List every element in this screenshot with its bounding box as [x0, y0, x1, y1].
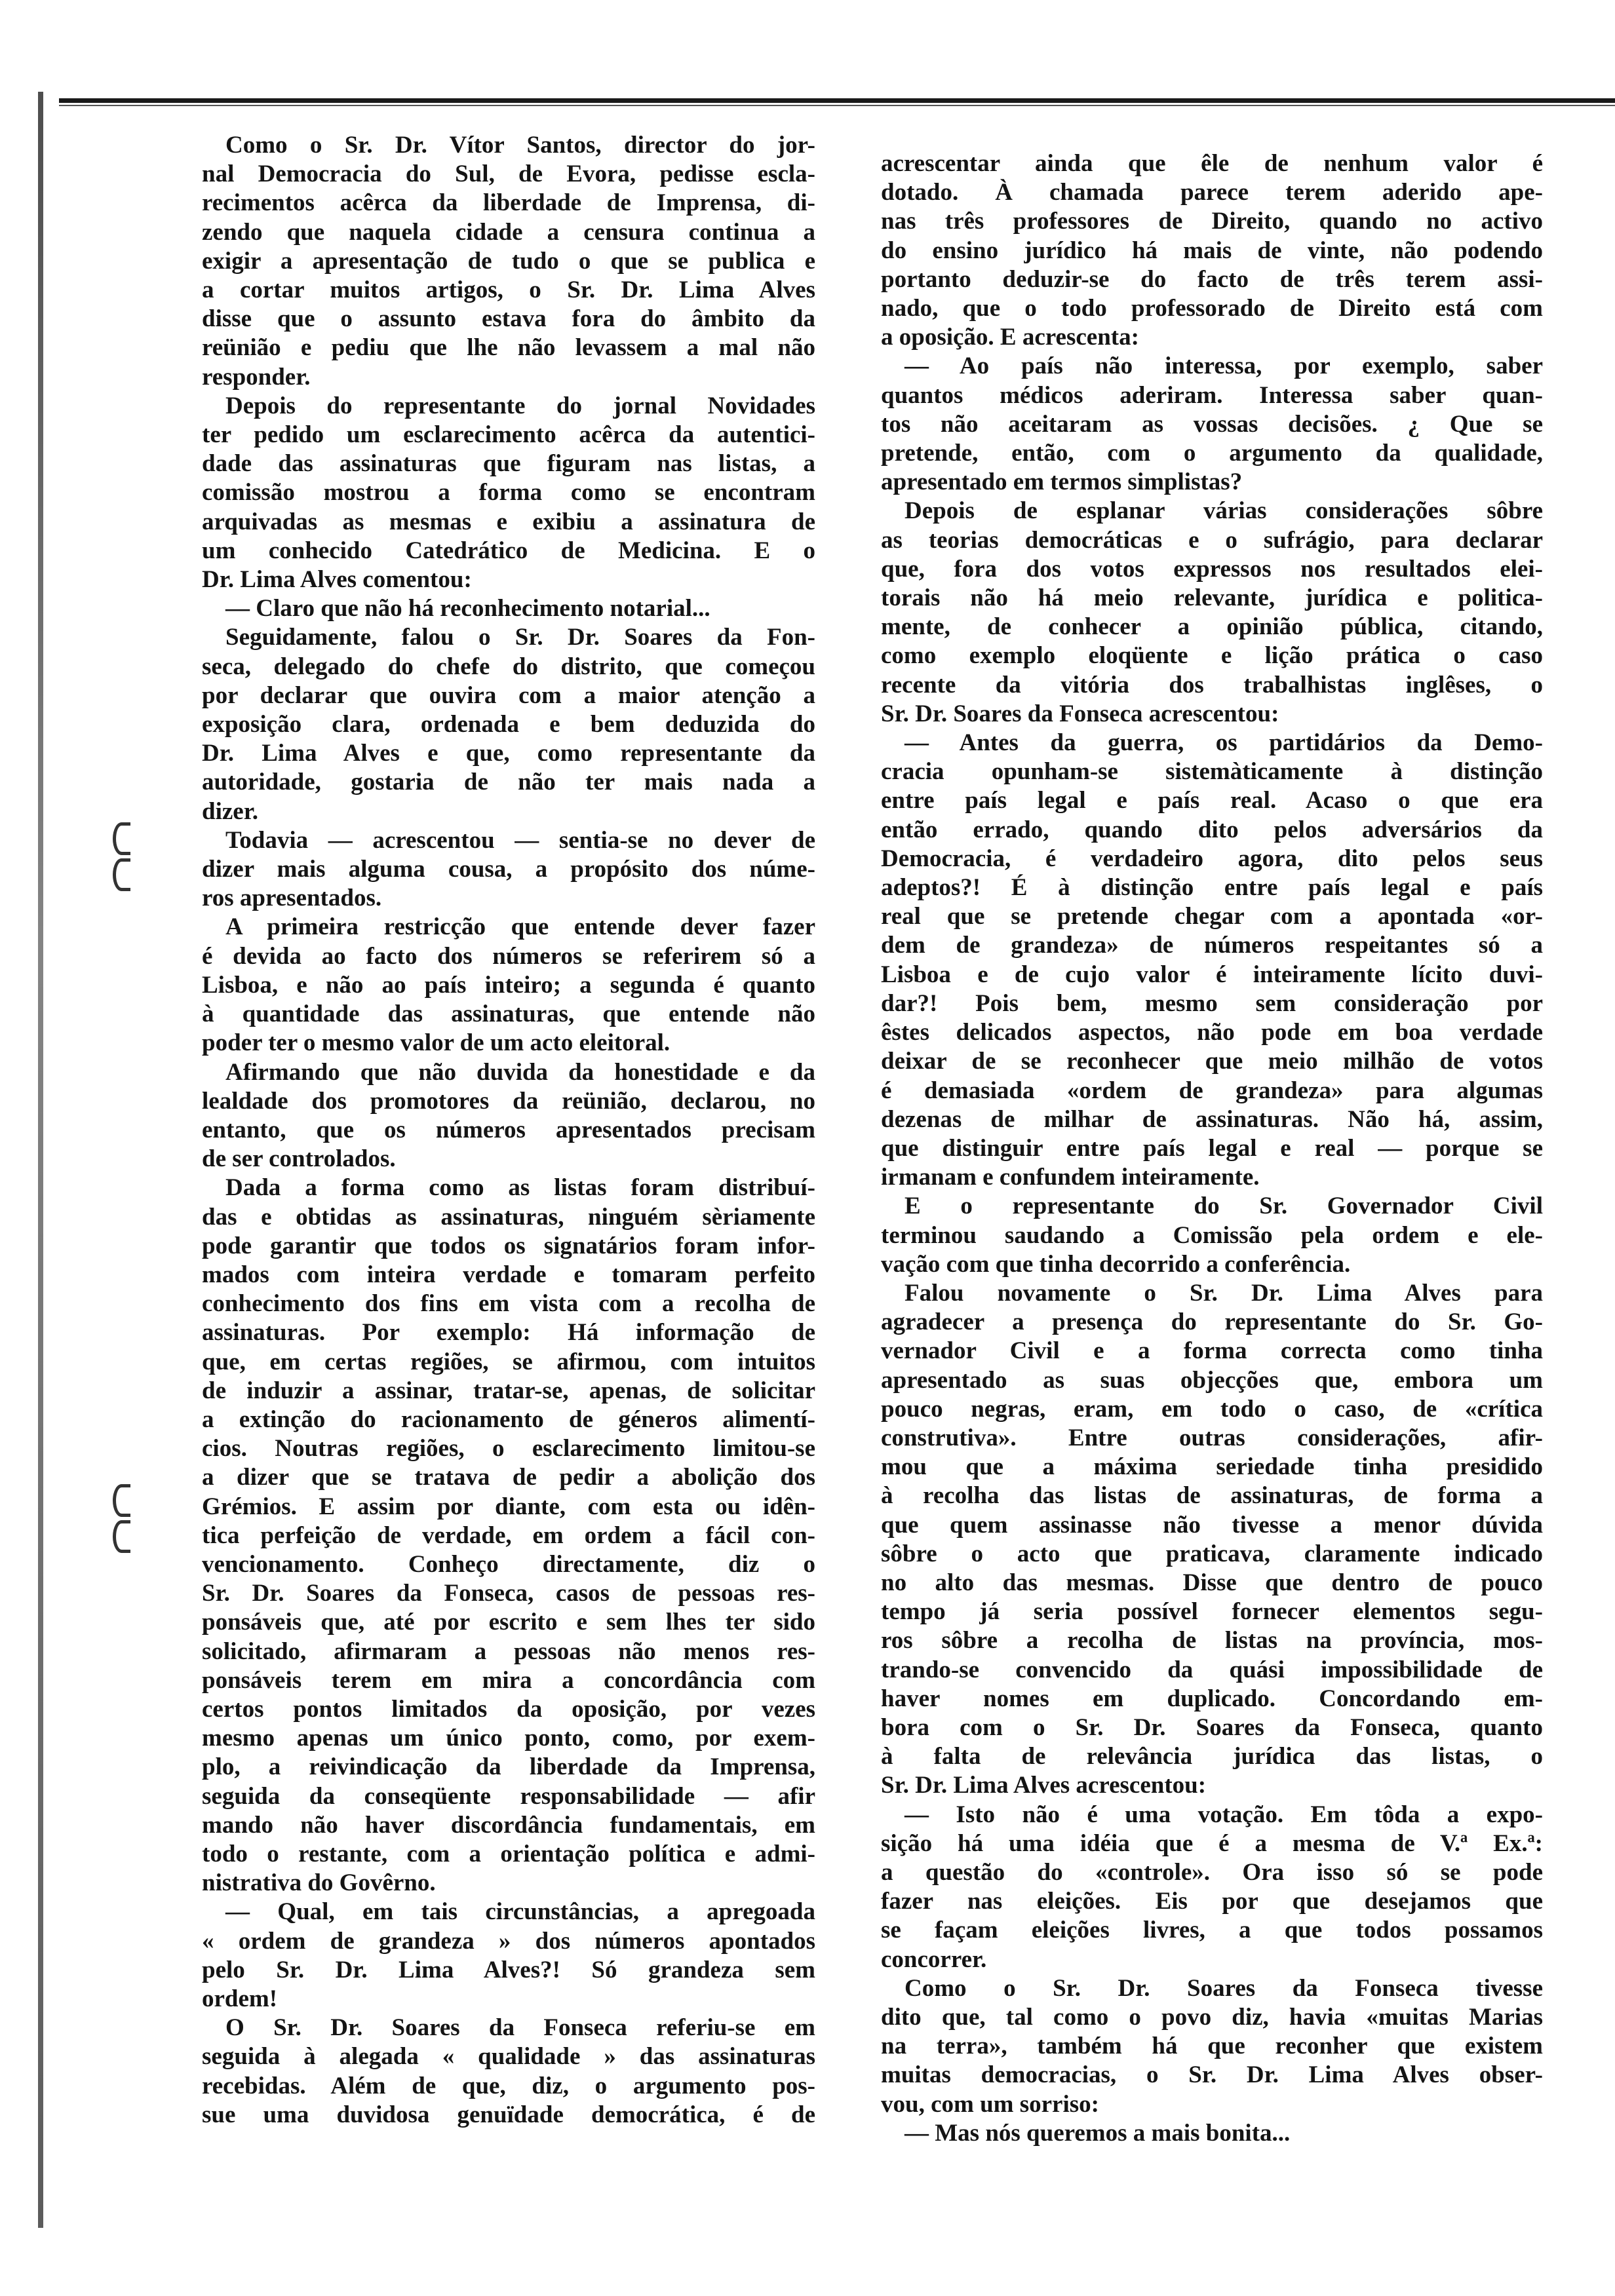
text-line: de ser controlados.: [202, 1145, 396, 1173]
binding-hole-mark: [113, 1484, 130, 1517]
text-line: a extinção do racionamento de géneros alimentí-: [202, 1406, 815, 1433]
paragraph: [202, 594, 815, 623]
text-line: a questão do «controle». Ora isso só se pode: [881, 1858, 1543, 1886]
binding-hole-mark: [113, 822, 130, 855]
text-column-right: [881, 149, 1543, 2148]
text-line: E o representante do Sr. Governador Civil: [905, 1193, 1543, 1220]
text-line: Seguidamente, falou o Sr. Dr. Soares da Fon-: [225, 624, 815, 651]
paragraph: [202, 1058, 815, 1174]
text-line: ordem!: [202, 1985, 278, 2012]
text-line: apresentado as suas objecções que, embora um: [881, 1366, 1543, 1394]
paragraph: [881, 2119, 1543, 2148]
text-line: — Antes da guerra, os partidários da Demo-: [905, 729, 1543, 757]
text-line: muitas democracias, o Sr. Dr. Lima Alves obser-: [881, 2061, 1543, 2089]
text-line: agradecer a presença do representante do Sr. Go-: [881, 1309, 1543, 1336]
text-line: reünião e pediu que lhe não levassem a mal não: [202, 334, 815, 362]
text-line: fazer nas eleições. Eis por que desejamos que: [881, 1888, 1543, 1915]
text-line: entre país legal e país real. Acaso o que era: [881, 787, 1543, 814]
text-line: solicitado, afirmaram a pessoas não menos res-: [202, 1637, 815, 1665]
text-line: irmanam e confundem inteiramente.: [881, 1164, 1260, 1191]
text-line: é demasiada «ordem de grandeza» para algumas: [881, 1077, 1543, 1104]
text-line: a cortar muitos artigos, o Sr. Dr. Lima Alves: [202, 277, 815, 304]
text-line: ros apresentados.: [202, 885, 382, 912]
text-line: Sr. Dr. Soares da Fonseca, casos de pessoas res-: [202, 1580, 815, 1607]
text-line: — Ao país não interessa, por exemplo, saber: [905, 353, 1543, 380]
text-line: de induzir a assinar, tratar-se, apenas, de solicitar: [202, 1377, 815, 1404]
paragraph: [202, 2014, 815, 2130]
binding-hole-mark: [113, 1520, 130, 1553]
text-line: que, em certas regiões, se afirmou, com intuitos: [202, 1348, 815, 1375]
text-line: como exemplo eloqüente e lição prática o caso: [881, 642, 1543, 670]
text-line: vou, com um sorriso:: [881, 2090, 1099, 2118]
text-line: adeptos?! É à distinção entre país legal e país: [881, 874, 1543, 902]
text-line: nado, que o todo professorado de Direito está com: [881, 295, 1543, 322]
text-line: a dizer que se tratava de pedir a abolição dos: [202, 1464, 815, 1491]
text-line: dito que, tal como o povo diz, havia «muitas Marias: [881, 2004, 1543, 2031]
text-line: tempo já seria possível fornecer elementos segu-: [881, 1598, 1543, 1626]
text-line: Democracia, é verdadeiro agora, dito pelos seus: [881, 845, 1543, 872]
text-line: bora com o Sr. Dr. Soares da Fonseca, quanto: [881, 1713, 1543, 1741]
text-line: concorrer.: [881, 1945, 987, 1973]
text-line: ros sôbre a recolha de listas na província, mos-: [881, 1627, 1543, 1655]
text-line: cracia opunham-se sistemàticamente à distinção: [881, 758, 1543, 786]
text-line: recimentos acêrca da liberdade de Imprensa, di-: [202, 189, 815, 217]
paragraph: [202, 1174, 815, 1898]
paragraph: [881, 1974, 1543, 2119]
text-line: poder ter o mesmo valor de um acto eleitoral.: [202, 1029, 671, 1057]
paragraph: [202, 392, 815, 594]
text-line: sue uma duvidosa genuïdade democrática, é de: [202, 2101, 815, 2128]
text-line: mando não haver discordância fundamentais, em: [202, 1811, 815, 1839]
header-rule-thin: [59, 105, 1615, 106]
text-line: então errado, quando dito pelos adversários da: [881, 816, 1543, 843]
text-line: O Sr. Dr. Soares da Fonseca referiu-se em: [225, 2014, 815, 2042]
text-line: por declarar que ouvira com a maior atenção a: [202, 681, 815, 709]
paragraph: [881, 352, 1543, 497]
text-line: sição há uma idéia que é a mesma de V.ª Ex.ª:: [881, 1829, 1543, 1857]
text-line: mente, de conhecer a opinião pública, citando,: [881, 613, 1543, 641]
text-line: vernador Civil e a forma correcta como tinha: [881, 1337, 1543, 1365]
text-line: à falta de relevância jurídica das listas, o: [881, 1743, 1543, 1770]
text-line: pode garantir que todos os signatários foram infor-: [202, 1232, 815, 1259]
text-line: Todavia — acrescentou — sentia-se no dever de: [225, 826, 815, 854]
text-line: do ensino jurídico há mais de vinte, não podendo: [881, 237, 1543, 264]
text-line: um conhecido Catedrático de Medicina. E o: [202, 537, 815, 564]
text-line: zendo que naquela cidade a censura continua a: [202, 218, 815, 246]
text-line: que distinguir entre país legal e real — porque se: [881, 1134, 1543, 1162]
text-line: certos pontos limitados da oposição, por vezes: [202, 1695, 815, 1723]
text-line: vencionamento. Conheço directamente, diz o: [202, 1550, 815, 1578]
text-line: dizer.: [202, 797, 258, 825]
text-line: assinaturas. Por exemplo: Há informação de: [202, 1319, 815, 1347]
text-line: comissão mostrou a forma como se encontram: [202, 479, 815, 507]
text-line: entanto, que os números apresentados precisam: [202, 1116, 815, 1143]
text-line: dade das assinaturas que figuram nas listas, a: [202, 450, 815, 478]
text-line: conhecimento dos fins em vista com a recolha de: [202, 1290, 815, 1318]
text-line: — Claro que não há reconhecimento notarial...: [225, 595, 710, 622]
text-line: haver nomes em duplicado. Concordando em-: [881, 1685, 1543, 1712]
paragraph: [202, 913, 815, 1058]
paragraph: [881, 1279, 1543, 1801]
text-line: cios. Noutras regiões, o esclarecimento limitou-se: [202, 1435, 815, 1463]
text-column-left: [202, 131, 815, 2130]
text-line: seca, delegado do chefe do distrito, que começou: [202, 653, 815, 680]
binding-hole-mark: [113, 858, 130, 891]
text-line: quantos médicos aderiram. Interessa saber quan-: [881, 381, 1543, 409]
text-line: Depois do representante do jornal Novidades: [225, 392, 815, 419]
text-line: dezenas de milhar de assinaturas. Não há, assim,: [881, 1105, 1543, 1133]
paragraph: [881, 497, 1543, 729]
text-line: portanto deduzir-se do facto de três terem assi-: [881, 265, 1543, 293]
text-line: Lisboa e de cujo valor é inteiramente lícito duvi-: [881, 961, 1543, 988]
text-line: pretende, então, com o argumento da qualidade,: [881, 440, 1543, 467]
text-line: apresentado em termos simplistas?: [881, 469, 1243, 496]
paragraph: [881, 1192, 1543, 1279]
text-line: ter pedido um esclarecimento acêrca da autentici-: [202, 421, 815, 449]
text-line: recente da vitória dos trabalhistas inglêses, o: [881, 671, 1543, 698]
scan-page-edge: [38, 92, 43, 2228]
text-line: Como o Sr. Dr. Vítor Santos, director do jor-: [225, 132, 815, 159]
text-line: trando-se convencido da quási impossibilidade de: [881, 1656, 1543, 1683]
text-line: Depois de esplanar várias considerações sôbre: [905, 497, 1543, 525]
text-line: acrescentar ainda que êle de nenhum valor é: [881, 150, 1543, 177]
header-rule: [59, 98, 1615, 103]
text-line: exposição clara, ordenada e bem deduzida do: [202, 711, 815, 738]
text-line: — Mas nós queremos a mais bonita...: [905, 2119, 1291, 2147]
text-line: seguida à alegada « qualidade » das assinaturas: [202, 2043, 815, 2071]
text-line: à quantidade das assinaturas, que entende não: [202, 1001, 815, 1028]
text-line: se façam eleições livres, a que todos possamos: [881, 1917, 1543, 1944]
text-line: construtiva». Entre outras considerações, afir-: [881, 1424, 1543, 1451]
text-line: Dr. Lima Alves e que, como representante da: [202, 740, 815, 767]
text-line: que quem assinasse não tivesse a menor dúvida: [881, 1511, 1543, 1539]
text-line: as teorias democráticas e o sufrágio, para declarar: [881, 526, 1543, 554]
text-line: à recolha das listas de assinaturas, de forma a: [881, 1482, 1543, 1510]
text-line: nistrativa do Govêrno.: [202, 1869, 436, 1897]
text-line: ponsáveis que, até por escrito e sem lhes ter sido: [202, 1609, 815, 1636]
text-line: tica perfeição de verdade, em ordem a fácil con-: [202, 1521, 815, 1549]
text-line: Sr. Dr. Lima Alves acrescentou:: [881, 1772, 1207, 1799]
text-line: responder.: [202, 363, 311, 391]
text-line: — Qual, em tais circunstâncias, a apregoada: [225, 1898, 815, 1926]
text-line: das e obtidas as assinaturas, ninguém sèriamente: [202, 1203, 815, 1231]
text-line: tos não aceitaram as vossas decisões. ¿ Que se: [881, 410, 1543, 438]
text-line: êstes delicados aspectos, não pode em boa verdade: [881, 1019, 1543, 1046]
text-line: no alto das mesmas. Disse que dentro de pouco: [881, 1569, 1543, 1596]
text-line: mados com inteira verdade e tomaram perfeito: [202, 1261, 815, 1288]
text-line: pouco negras, eram, em todo o caso, de «crítica: [881, 1395, 1543, 1423]
text-line: nas três professores de Direito, quando no activo: [881, 208, 1543, 235]
text-line: exigir a apresentação de tudo o que se publica e: [202, 247, 815, 275]
text-line: — Isto não é uma votação. Em tôda a expo-: [905, 1801, 1543, 1828]
text-line: Lisboa, e não ao país inteiro; a segunda é quanto: [202, 971, 815, 999]
text-line: torais não há meio relevante, jurídica e politica-: [881, 584, 1543, 612]
text-line: nal Democracia do Sul, de Evora, pedisse escla-: [202, 161, 815, 188]
text-line: mou que a máxima seriedade tinha presidido: [881, 1453, 1543, 1481]
paragraph: [202, 623, 815, 826]
text-line: a oposição. E acrescenta:: [881, 324, 1139, 351]
text-line: recebidas. Além de que, diz, o argumento pos-: [202, 2072, 815, 2099]
text-line: ponsáveis terem em mira a concordância com: [202, 1666, 815, 1694]
text-line: Falou novamente o Sr. Dr. Lima Alves para: [905, 1279, 1543, 1307]
text-line: lealdade dos promotores da reünião, declarou, no: [202, 1087, 815, 1115]
text-line: real que se pretende chegar com a apontada «or-: [881, 903, 1543, 930]
text-line: disse que o assunto estava fora do âmbito da: [202, 305, 815, 333]
text-line: seguida da conseqüente responsabilidade — afir: [202, 1782, 815, 1810]
paragraph: [202, 1898, 815, 2014]
paragraph: [881, 729, 1543, 1192]
paragraph: [881, 149, 1543, 352]
paragraph: [202, 826, 815, 913]
text-line: na terra», também há que reconher que existem: [881, 2033, 1543, 2060]
text-line: é devida ao facto dos números se referirem só a: [202, 942, 815, 970]
text-line: Como o Sr. Dr. Soares da Fonseca tivesse: [905, 1974, 1543, 2002]
text-line: vação com que tinha decorrido a conferência.: [881, 1250, 1351, 1278]
text-line: Dada a forma como as listas foram distribuí-: [225, 1174, 815, 1202]
text-line: Sr. Dr. Soares da Fonseca acrescentou:: [881, 700, 1279, 727]
text-line: deixar de se reconhecer que meio milhão de votos: [881, 1048, 1543, 1075]
text-line: « ordem de grandeza » dos números apontados: [202, 1927, 815, 1955]
text-line: Grémios. E assim por diante, com esta ou idên-: [202, 1493, 815, 1520]
text-line: terminou saudando a Comissão pela ordem e ele-: [881, 1221, 1543, 1249]
text-line: arquivadas as mesmas e exibiu a assinatura de: [202, 508, 815, 535]
text-line: dizer mais alguma cousa, a propósito dos núme-: [202, 856, 815, 883]
text-line: autoridade, gostaria de não ter mais nada a: [202, 769, 815, 796]
text-line: A primeira restricção que entende dever fazer: [225, 913, 815, 941]
text-line: pelo Sr. Dr. Lima Alves?! Só grandeza sem: [202, 1956, 815, 1983]
paragraph: [881, 1801, 1543, 1974]
text-line: todo o restante, com a orientação política e admi-: [202, 1840, 815, 1867]
text-line: que, fora dos votos expressos nos resultados elei-: [881, 555, 1543, 583]
text-line: dar?! Pois bem, mesmo sem consideração por: [881, 989, 1543, 1017]
paragraph: [202, 131, 815, 392]
text-line: sôbre o acto que praticava, claramente indicado: [881, 1540, 1543, 1567]
text-line: Afirmando que não duvida da honestidade e da: [225, 1058, 815, 1086]
text-line: Dr. Lima Alves comentou:: [202, 566, 472, 594]
text-line: mesmo apenas um único ponto, como, por exem-: [202, 1725, 815, 1752]
text-line: dotado. À chamada parece terem aderido ape-: [881, 179, 1543, 206]
text-line: dem de grandeza» de números respeitantes só a: [881, 932, 1543, 959]
text-line: plo, a reivindicação da liberdade da Imprensa,: [202, 1753, 815, 1781]
